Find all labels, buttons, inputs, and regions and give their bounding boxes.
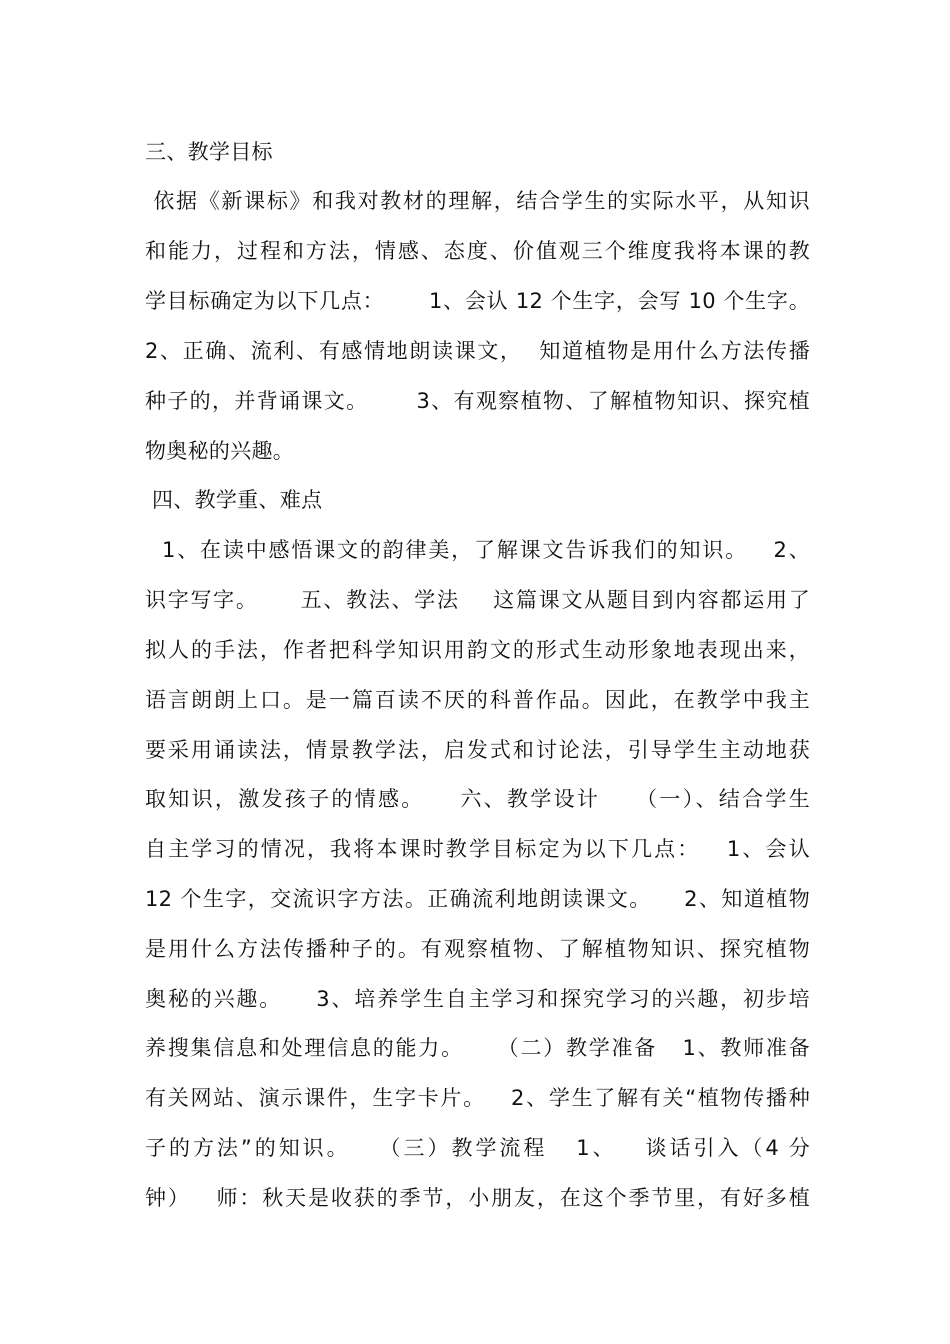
- paragraph-line: 学目标确定为以下几点： 1、会认 12 个生字，会写 10 个生字。: [145, 289, 810, 313]
- paragraph-line: 1、在读中感悟课文的韵律美，了解课文告诉我们的知识。 2、: [145, 538, 810, 562]
- paragraph-line: 拟人的手法，作者把科学知识用韵文的形式生动形象地表现出来，: [145, 638, 810, 662]
- paragraph-line: 取知识，激发孩子的情感。 六、教学设计 （一）、结合学生: [145, 787, 810, 811]
- paragraph-line: 有关网站、演示课件，生字卡片。 2、学生了解有关“植物传播种: [145, 1086, 810, 1110]
- heading-key-points: 四、教学重、难点: [145, 488, 323, 512]
- paragraph-line: 种子的，并背诵课文。 3、有观察植物、了解植物知识、探究植: [145, 389, 810, 413]
- paragraph-line: 和能力，过程和方法，情感、态度、价值观三个维度我将本课的教: [145, 239, 810, 263]
- paragraph-line: 是用什么方法传播种子的。有观察植物、了解植物知识、探究植物: [145, 937, 810, 961]
- paragraph-line: 养搜集信息和处理信息的能力。 （二）教学准备 1、教师准备: [145, 1036, 810, 1060]
- paragraph-line: 奥秘的兴趣。 3、培养学生自主学习和探究学习的兴趣，初步培: [145, 987, 810, 1011]
- paragraph-line: 识字写字。 五、教法、学法 这篇课文从题目到内容都运用了: [145, 588, 810, 612]
- paragraph-line: 依据《新课标》和我对教材的理解，结合学生的实际水平，从知识: [145, 189, 810, 213]
- paragraph-line: 12 个生字，交流识字方法。正确流利地朗读课文。 2、知道植物: [145, 887, 810, 911]
- heading-teaching-goals: 三、教学目标: [145, 140, 273, 164]
- paragraph-line: 2、正确、流利、有感情地朗读课文， 知道植物是用什么方法传播: [145, 339, 810, 363]
- paragraph-line: 语言朗朗上口。是一篇百读不厌的科普作品。因此，在教学中我主: [145, 688, 810, 712]
- paragraph-line: 要采用诵读法，情景教学法，启发式和讨论法，引导学生主动地获: [145, 738, 810, 762]
- paragraph-line: 子的方法”的知识。 （三）教学流程 1、 谈话引入（4 分: [145, 1136, 810, 1160]
- paragraph-line: 自主学习的情况，我将本课时教学目标定为以下几点： 1、会认: [145, 837, 810, 861]
- paragraph-line: 物奥秘的兴趣。: [145, 439, 295, 463]
- paragraph-line: 钟） 师：秋天是收获的季节，小朋友，在这个季节里，有好多植: [145, 1186, 810, 1210]
